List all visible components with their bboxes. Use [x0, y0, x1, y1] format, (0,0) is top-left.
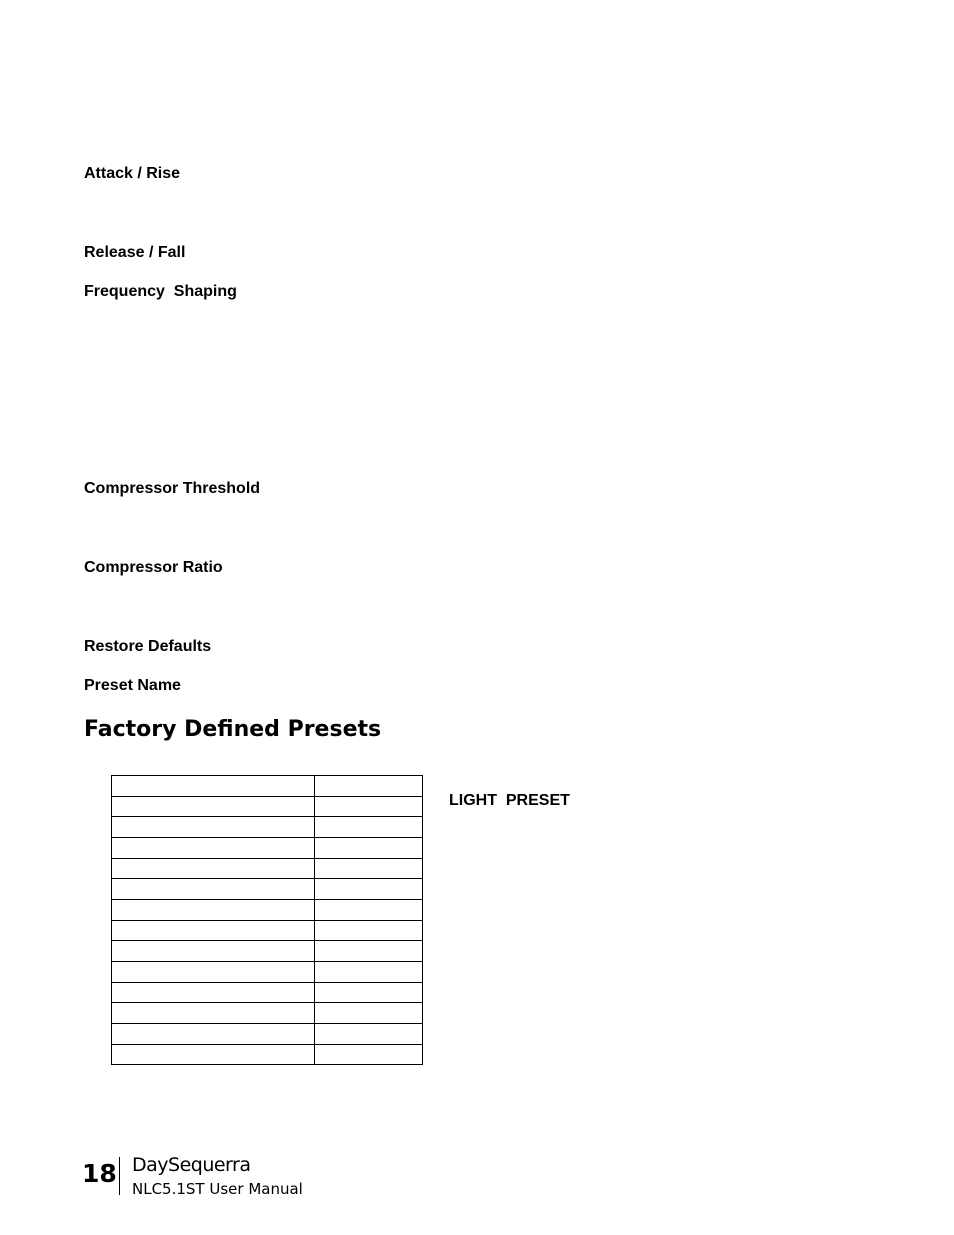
- page-number: 18: [82, 1159, 117, 1188]
- table-row: [112, 879, 423, 900]
- table-cell: [315, 776, 423, 797]
- table-row: [112, 817, 423, 838]
- parameter-label-compressor-threshold: Compressor Threshold: [84, 480, 261, 497]
- table-cell: [112, 776, 315, 797]
- footer-divider: [119, 1157, 120, 1195]
- table-cell: [112, 961, 315, 982]
- table-cell: [112, 879, 315, 900]
- table-cell: [315, 941, 423, 962]
- parameter-label-frequency-shaping: Frequency Shaping: [84, 283, 237, 300]
- table-cell: [112, 837, 315, 858]
- table-cell: [112, 1044, 315, 1065]
- parameter-label-release-fall: Release / Fall: [84, 244, 186, 261]
- table-row: [112, 982, 423, 1003]
- parameter-label-preset-name: Preset Name: [84, 677, 181, 694]
- parameter-label-restore-defaults: Restore Defaults: [84, 638, 212, 655]
- table-cell: [112, 817, 315, 838]
- presets-table-body: [112, 776, 423, 1065]
- table-cell: [315, 1023, 423, 1044]
- section-title: Factory Defined Presets: [84, 717, 382, 742]
- table-cell: [112, 982, 315, 1003]
- table-row: [112, 961, 423, 982]
- table-row: [112, 1003, 423, 1024]
- table-cell: [315, 817, 423, 838]
- parameter-label-compressor-ratio: Compressor Ratio: [84, 559, 223, 576]
- parameter-label-attack-rise: Attack / Rise: [84, 165, 181, 182]
- table-cell: [112, 941, 315, 962]
- table-cell: [315, 879, 423, 900]
- table-cell: [315, 837, 423, 858]
- table-row: [112, 1023, 423, 1044]
- table-cell: [315, 899, 423, 920]
- presets-table: [111, 775, 423, 1065]
- table-row: [112, 776, 423, 797]
- table-cell: [315, 1044, 423, 1065]
- brand-logo: DaySequerra: [132, 1154, 251, 1176]
- table-row: [112, 796, 423, 817]
- table-cell: [315, 961, 423, 982]
- table-row: [112, 837, 423, 858]
- table-cell: [112, 858, 315, 879]
- table-row: [112, 899, 423, 920]
- table-cell: [315, 858, 423, 879]
- table-cell: [112, 899, 315, 920]
- table-cell: [315, 982, 423, 1003]
- table-row: [112, 941, 423, 962]
- table-row: [112, 1044, 423, 1065]
- table-cell: [112, 796, 315, 817]
- table-cell: [112, 1023, 315, 1044]
- light-preset-label: LIGHT PRESET: [449, 792, 570, 809]
- table-row: [112, 920, 423, 941]
- table-cell: [112, 1003, 315, 1024]
- table-cell: [112, 920, 315, 941]
- table-cell: [315, 1003, 423, 1024]
- manual-title: NLC5.1ST User Manual: [132, 1180, 303, 1198]
- table-cell: [315, 796, 423, 817]
- table-row: [112, 858, 423, 879]
- table-cell: [315, 920, 423, 941]
